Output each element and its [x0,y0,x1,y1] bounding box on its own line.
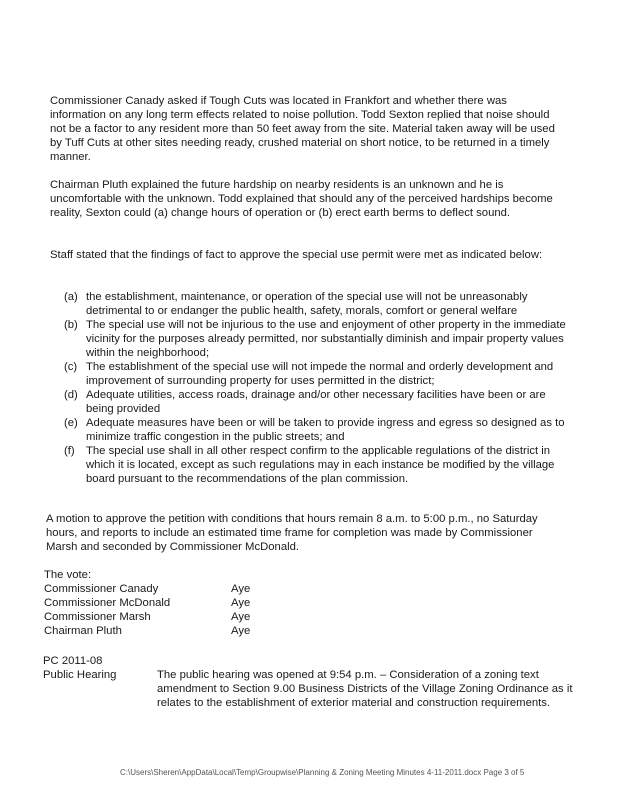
finding-letter: (b) [64,319,78,331]
pc-label: Public Hearing [43,669,117,681]
finding-text: the establishment, maintenance, or operation of the special use will not be unreasonably detrimental to or endanger the public health, safety, morals, comfort or general welfare [86,291,528,317]
finding-item [64,318,569,360]
voter-name: Commissioner McDonald [44,597,171,609]
finding-text: Adequate measures have been or will be taken to provide ingress and egress so designed as to minimize traffic congestion in the public streets; and [86,417,565,443]
paragraph-staff: Staff stated that the findings of fact to approve the special use permit were met as indicated below: [50,249,543,261]
finding-text: The establishment of the special use will not impede the normal and orderly development and improvement of surrounding property for uses permitted in the district; [86,361,554,387]
vote-row [44,610,344,624]
finding-item [64,388,569,416]
vote-section [44,568,344,638]
vote-row [44,596,344,610]
finding-letter: (f) [64,445,75,457]
finding-letter: (c) [64,361,78,373]
vote-heading: The vote: [44,569,92,581]
vote-value: Aye [231,611,251,623]
vote-value: Aye [231,583,251,595]
findings-list [64,290,569,486]
finding-letter: (a) [64,291,78,303]
paragraph-motion: A motion to approve the petition with conditions that hours remain 8 a.m. to 5:00 p.m., no Saturday hours, and reports to include an estimated time frame for completion was made by Commissioner Marsh and seconded by Commissioner McDonald. [46,513,538,553]
pc-text: The public hearing was opened at 9:54 p.m. – Consideration of a zoning text amendment to Section 9.00 Business Districts of the Village Zoning Ordinance as it relates to the establishment of exterior material and construction requirements. [157,669,573,709]
paragraph-canady: Commissioner Canady asked if Tough Cuts was located in Frankfort and whether there was information on any long term effects related to noise pollution. Todd Sexton replied that noise should not be a factor to any resident more than 50 feet away from the site. Material taken away will be used by Tuff Cuts at other sites needing ready, crushed material on short notice, to be returned in a timely manner. [50,95,555,163]
vote-row [44,624,344,638]
vote-value: Aye [231,625,251,637]
finding-item [64,416,569,444]
finding-item [64,360,569,388]
finding-text: The special use shall in all other respect confirm to the applicable regulations of the district in which it is located, except as such regulations may in each instance be modified by the village board pursuant to the recommendations of the plan commission. [86,445,555,485]
vote-value: Aye [231,597,251,609]
page-footer: C:\Users\Sheren\AppData\Local\Temp\Groupwise\Planning & Zoning Meeting Minutes 4-11-2011.docx Page 3 of 5 [120,768,525,777]
finding-letter: (e) [64,417,78,429]
paragraph-pluth: Chairman Pluth explained the future hardship on nearby residents is an unknown and he is uncomfortable with the unknown. Todd explained that should any of the perceived hardships become reality, Sexton could (a) change hours of operation or (b) erect earth berms to deflect sound. [50,179,553,219]
pc-code: PC 2011-08 [43,655,103,667]
vote-row [44,582,344,596]
voter-name: Commissioner Canady [44,583,159,595]
finding-text: The special use will not be injurious to the use and enjoyment of other property in the immediate vicinity for the purposes already permitted, nor substantially diminish and impair property values within the neighborhood; [86,319,566,359]
voter-name: Commissioner Marsh [44,611,151,623]
finding-item [64,444,569,486]
finding-text: Adequate utilities, access roads, drainage and/or other necessary facilities have been or are being provided [86,389,546,415]
finding-letter: (d) [64,389,78,401]
pc-section [43,654,583,709]
finding-item [64,290,569,318]
voter-name: Chairman Pluth [44,625,122,637]
